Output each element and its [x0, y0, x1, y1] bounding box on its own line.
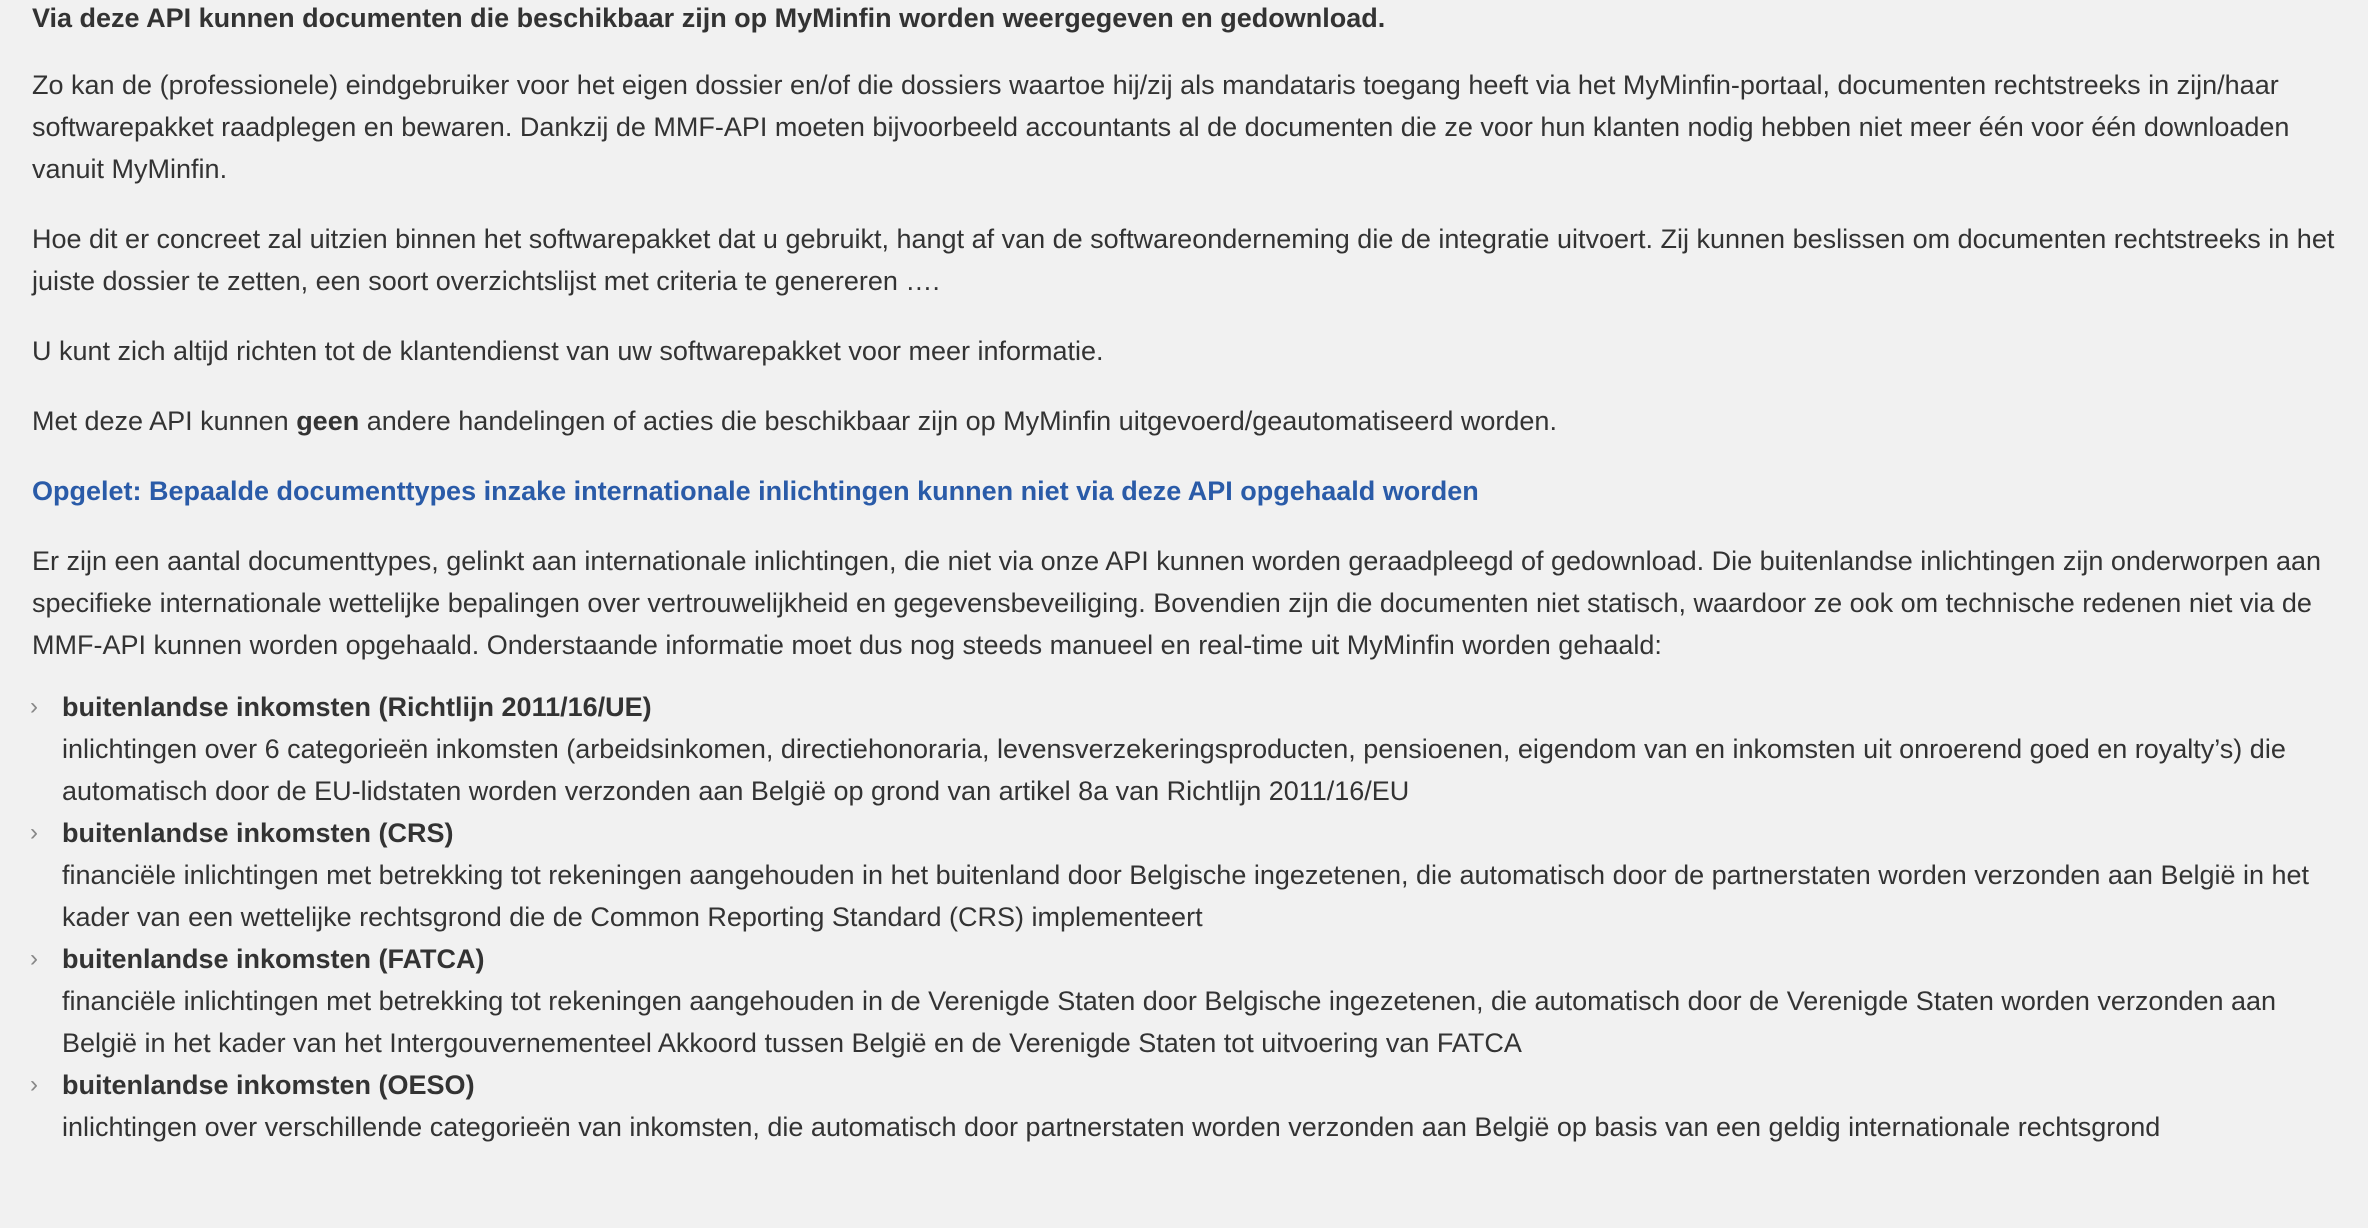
item-description: inlichtingen over verschillende categorieën van inkomsten, die automatisch door partnerstaten worden verzonden aan België op basis van een geldig internationale rechtsgrond: [62, 1112, 2161, 1142]
list-item: [32, 812, 2340, 938]
item-title: buitenlandse inkomsten (Richtlijn 2011/16/UE): [62, 692, 652, 722]
item-title: buitenlandse inkomsten (FATCA): [62, 944, 485, 974]
paragraph: Zo kan de (professionele) eindgebruiker voor het eigen dossier en/of die dossiers waartoe hij/zij als mandataris toegang heeft via het MyMinfin-portaal, documenten rechtstreeks in zijn/haar softwarepakket raadplegen en bewaren. Dankzij de MMF-API moeten bijvoorbeeld accountants al de documenten die ze voor hun klanten nodig hebben niet meer één voor één downloaden vanuit MyMinfin.: [32, 70, 2290, 184]
paragraph: Hoe dit er concreet zal uitzien binnen het softwarepakket dat u gebruikt, hangt af van de softwareonderneming die de integratie uitvoert. Zij kunnen beslissen om documenten rechtstreeks in het juiste dossier te zetten, een soort overzichtslijst met criteria te genereren ….: [32, 224, 2335, 296]
paragraph: U kunt zich altijd richten tot de klantendienst van uw softwarepakket voor meer informatie.: [32, 336, 1104, 366]
list-item: [32, 1064, 2340, 1148]
paragraph-geen: [32, 400, 2340, 442]
paragraph: Er zijn een aantal documenttypes, gelinkt aan internationale inlichtingen, die niet via onze API kunnen worden geraadpleegd of gedownload. Die buitenlandse inlichtingen zijn onderworpen aan specifieke internationale wettelijke bepalingen over vertrouwelijkheid en gegevensbeveiliging. Bovendien zijn die documenten niet statisch, waardoor ze ook om technische redenen niet via de MMF-API kunnen worden opgehaald. Onderstaande informatie moet dus nog steeds manueel en real-time uit MyMinfin worden gehaald:: [32, 546, 2322, 660]
chevron-right-icon: ›: [30, 819, 38, 846]
warning-heading: Opgelet: Bepaalde documenttypes inzake internationale inlichtingen kunnen niet via deze API opgehaald worden: [32, 476, 1479, 506]
item-description: inlichtingen over 6 categorieën inkomsten (arbeidsinkomen, directiehonoraria, levensverzekeringsproducten, pensioenen, eigendom van en inkomsten uit onroerend goed en royalty’s) die automatisch door de EU-lidstaten worden verzonden aan België op grond van artikel 8a van Richtlijn 2011/16/EU: [62, 734, 2286, 806]
item-title: buitenlandse inkomsten (CRS): [62, 818, 454, 848]
text: Met deze API kunnen: [32, 406, 297, 436]
list-item: [32, 686, 2340, 812]
document-type-list: [32, 686, 2340, 1148]
chevron-right-icon: ›: [30, 693, 38, 720]
item-description: financiële inlichtingen met betrekking tot rekeningen aangehouden in de Verenigde Staten door Belgische ingezetenen, die automatisch door de Verenigde Staten worden verzonden aan België in het kader van het Intergouvernementeel Akkoord tussen België en de Verenigde Staten tot uitvoering van FATCA: [62, 986, 2277, 1058]
item-description: financiële inlichtingen met betrekking tot rekeningen aangehouden in het buitenland door Belgische ingezetenen, die automatisch door de partnerstaten worden verzonden aan België in het kader van een wettelijke rechtsgrond die de Common Reporting Standard (CRS) implementeert: [62, 860, 2310, 932]
bold-text: geen: [296, 406, 360, 436]
intro-heading: Via deze API kunnen documenten die beschikbaar zijn op MyMinfin worden weergegeven en gedownload.: [32, 3, 1386, 33]
chevron-right-icon: ›: [30, 1071, 38, 1098]
chevron-right-icon: ›: [30, 945, 38, 972]
item-title: buitenlandse inkomsten (OESO): [62, 1070, 475, 1100]
list-item: [32, 938, 2340, 1064]
text: andere handelingen of acties die beschikbaar zijn op MyMinfin uitgevoerd/geautomatiseerd worden.: [359, 406, 1557, 436]
